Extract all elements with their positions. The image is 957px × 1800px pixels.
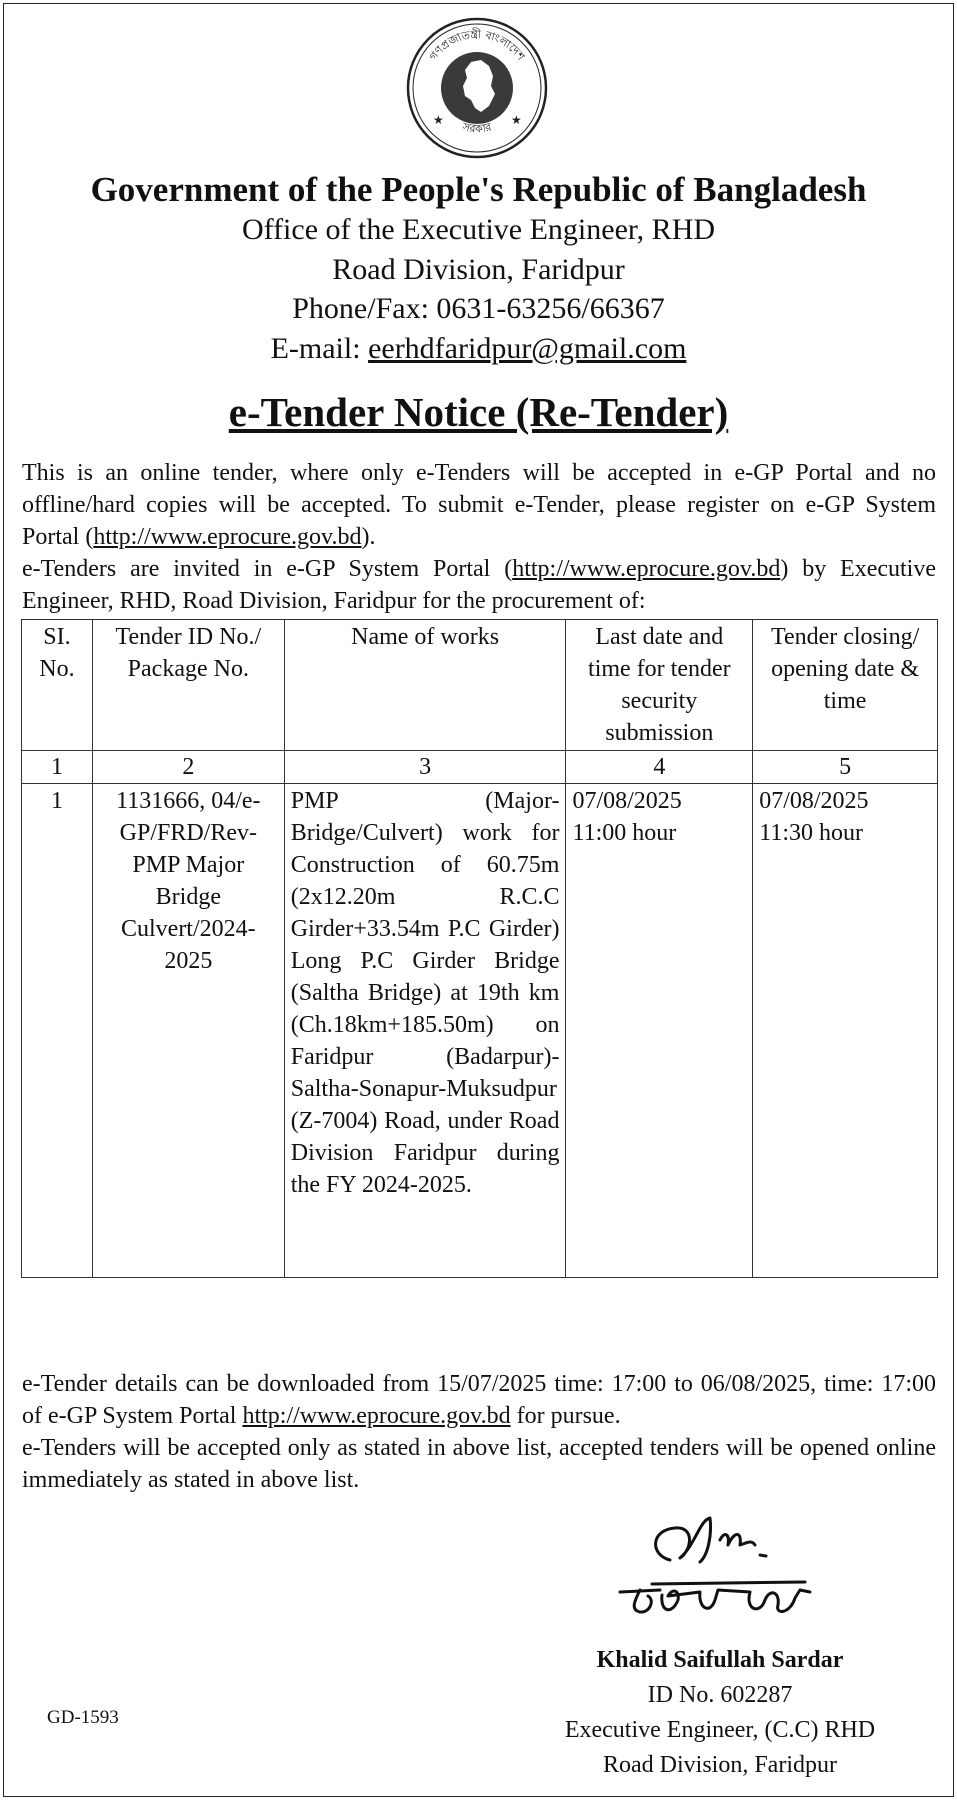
email-line xyxy=(0,332,957,366)
cell-closing-datetime xyxy=(753,784,938,1278)
column-number: 4 xyxy=(566,751,753,784)
eprocure-link-2[interactable]: http://www.eprocure.gov.bd xyxy=(512,556,781,582)
column-number: 5 xyxy=(753,751,938,784)
government-seal-icon xyxy=(405,16,549,160)
division-line: Road Division, Faridpur xyxy=(332,253,625,286)
intro-text-2: e-Tenders are invited in e-GP System Portal ( xyxy=(22,556,513,582)
tender-table xyxy=(21,619,938,1278)
intro-text-2-end: ) by Executive Engineer, RHD, Road Division, Faridpur for the procurement of: xyxy=(22,556,936,614)
column-number: 2 xyxy=(92,751,284,784)
office-line: Office of the Executive Engineer, RHD xyxy=(241,213,716,246)
eprocure-link-3[interactable]: http://www.eprocure.gov.bd xyxy=(242,1403,511,1429)
intro-text-1: This is an online tender, where only e-Tenders will be accepted in e-GP Portal and no offline/hard copies will be accepted. To submit e-Tender, please register on e-GP System Portal ( xyxy=(22,460,936,550)
column-number: 1 xyxy=(22,751,93,784)
signatory-id: ID No. 602287 xyxy=(647,1682,793,1708)
download-text-end: for pursue. xyxy=(510,1403,621,1429)
email-link[interactable]: eerhdfaridpur@gmail.com xyxy=(368,332,687,365)
government-heading: Government of the People's Republic of Bangladesh xyxy=(90,170,867,209)
signatory-designation: Executive Engineer, (C.C) RHD xyxy=(564,1717,876,1743)
cell-name-of-works: PMP (Major-Bridge/Culvert) work for Construction of 60.75m (2x12.20m R.C.C Girder+33.54m P.C Girder) Long P.C Girder Bridge (Saltha Bridge) at 19th km (Ch.18km+185.50m) on Faridpur (Badarpur)-Saltha-Sonapur-Muksudpur (Z-7004) Road, under Road Division Faridpur during the FY 2024-2025. xyxy=(284,784,566,1278)
closing-time: 11:30 hour xyxy=(759,820,863,846)
cell-security-datetime xyxy=(566,784,753,1278)
phone-line: Phone/Fax: 0631-63256/66367 xyxy=(292,292,665,325)
cell-sl: 1 xyxy=(22,784,93,1278)
security-time: 11:00 hour xyxy=(572,820,677,846)
email-label: E-mail: xyxy=(270,332,369,365)
intro-text-1-end: ). xyxy=(361,524,376,550)
acceptance-paragraph: e-Tenders will be accepted only as stated in above list, accepted tenders will be opened online immediately as stated in above list. xyxy=(22,1435,936,1493)
header-tender-id: Tender ID No./ Package No. xyxy=(92,620,284,751)
notice-title: e-Tender Notice (Re-Tender) xyxy=(228,389,729,435)
signature-image xyxy=(600,1500,830,1640)
signatory-name: Khalid Saifullah Sardar xyxy=(596,1647,844,1673)
header-security-date: Last date and time for tender security submission xyxy=(566,620,753,751)
download-paragraph xyxy=(22,1368,936,1432)
signatory-office: Road Division, Faridpur xyxy=(603,1752,837,1778)
intro-paragraph-2 xyxy=(22,553,936,617)
svg-text:সরকার xyxy=(460,120,493,136)
svg-text:★: ★ xyxy=(433,113,444,127)
gd-number: GD-1593 xyxy=(47,1707,119,1728)
header-closing-date: Tender closing/ opening date & time xyxy=(753,620,938,751)
column-number: 3 xyxy=(284,751,566,784)
header-name-of-works: Name of works xyxy=(284,620,566,751)
intro-paragraph-1 xyxy=(22,457,936,553)
header-sl-no: SI. No. xyxy=(22,620,93,751)
download-text: e-Tender details can be downloaded from 15/07/2025 time: 17:00 to 06/08/2025, time: 17:00 of e-GP System Portal xyxy=(22,1371,936,1429)
eprocure-link-1[interactable]: http://www.eprocure.gov.bd xyxy=(93,524,362,550)
table-header-row xyxy=(22,620,938,751)
security-date: 07/08/2025 xyxy=(572,788,682,814)
table-row xyxy=(22,784,938,1278)
closing-date: 07/08/2025 xyxy=(759,788,869,814)
svg-text:★: ★ xyxy=(511,113,522,127)
column-number-row xyxy=(22,751,938,784)
seal-text-bottom: সরকার xyxy=(461,120,493,136)
cell-tender-id: 1131666, 04/e-GP/FRD/Rev-PMP Major Bridge Culvert/2024-2025 xyxy=(92,784,284,1278)
seal-text-top: গণপ্রজাতন্ত্রী বাংলাদেশ xyxy=(426,27,528,63)
